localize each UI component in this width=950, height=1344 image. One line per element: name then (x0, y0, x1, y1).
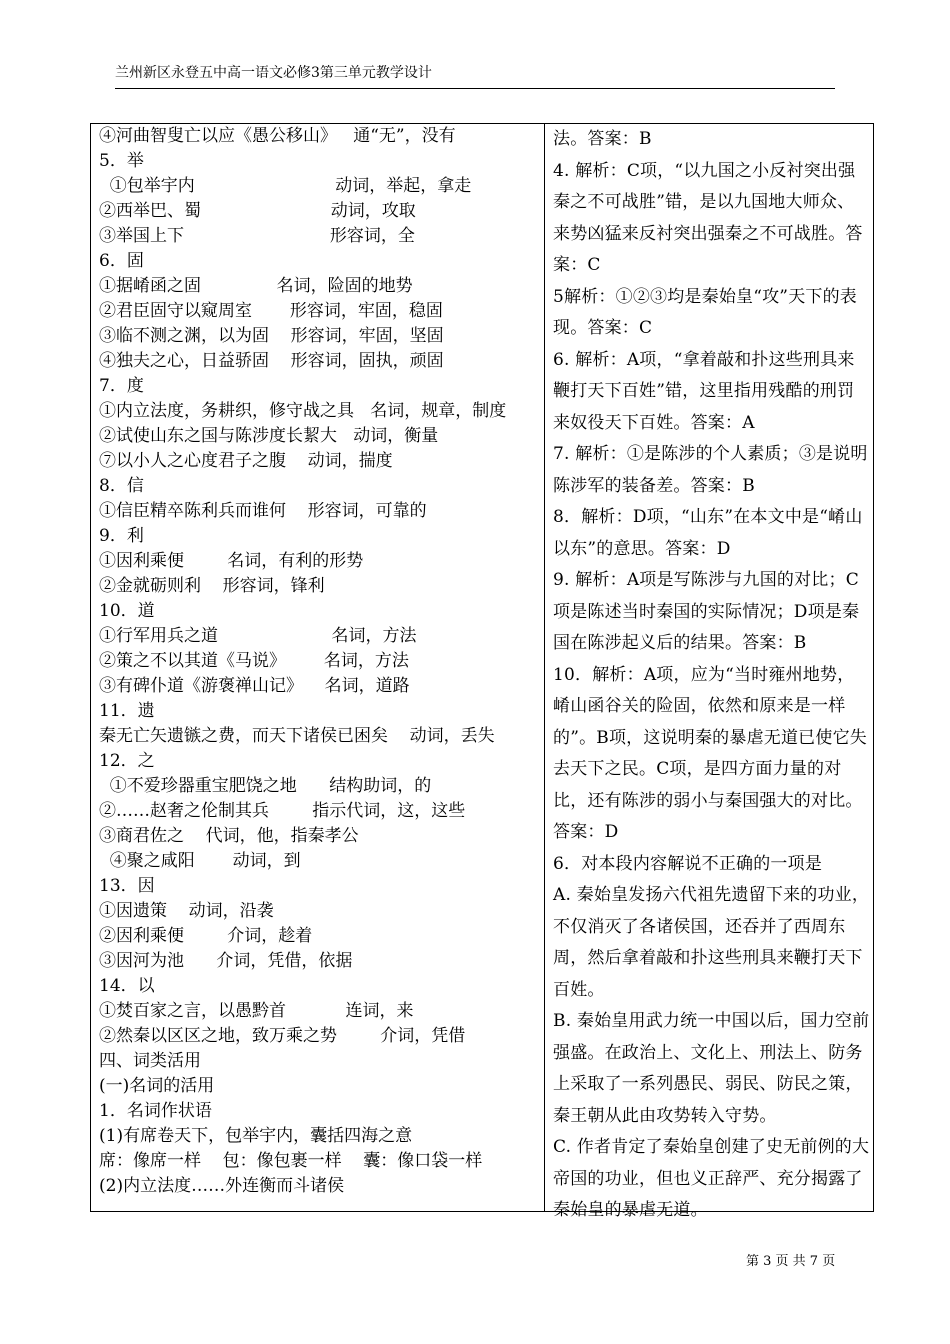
content-table (90, 123, 874, 1220)
left-line: 10．道 (99, 601, 155, 621)
left-line: ①据崤函之固 名词，险固的地势 (99, 276, 413, 296)
option-c: C. 作者肯定了秦始皇创建了史无前例的大帝国的功业，但也义正辞严、充分揭露了秦始皇的暴虐无道。 (553, 1137, 870, 1220)
option-b: B. 秦始皇用武力统一中国以后，国力空前强盛。在政治上、文化上、刑法上、防务上采取了一系列愚民、弱民、防民之策，秦王朝从此由攻势转入守势。 (553, 1011, 870, 1126)
left-line: ①内立法度，务耕织，修守战之具 名词，规章，制度 (99, 401, 507, 421)
left-line: ④河曲智叟亡以应《愚公移山》 通“无”，没有 (99, 126, 456, 146)
answer-paragraph: 10．解析：A项，应为“当时雍州地势，崤山函谷关的险固，依然和原来是一样的”。B项，这说明秦的暴虐无道已使它失去天下之民。C项，是四方面力量的对比，还有陈涉的弱小与秦国强大的对比。答案：D (553, 664, 867, 842)
left-line: ①包举宇内 动词，举起，拿走 (99, 176, 472, 196)
column-divider (544, 124, 545, 1211)
left-line: ③因河为池 介词，凭借，依据 (99, 951, 353, 971)
page-number: 第 3 页 共 7 页 (746, 1254, 836, 1269)
left-line: 5．举 (99, 151, 144, 171)
option-a: A. 秦始皇发扬六代祖先遗留下来的功业，不仅消灭了各诸侯国，还吞并了西周东周，然后拿着敲和扑这些刑具来鞭打天下百姓。 (553, 885, 870, 1000)
left-line: ①因利乘便 名词，有利的形势 (99, 551, 364, 571)
left-line: ①信臣精卒陈利兵而谁何 形容词，可靠的 (99, 501, 427, 521)
left-line: 14．以 (99, 976, 155, 996)
left-line: 13．因 (99, 876, 155, 896)
left-line: 8．信 (99, 476, 144, 496)
left-line: ③商君佐之 代词，他，指秦孝公 (99, 826, 359, 846)
left-line: ②然秦以区区之地，致万乘之势 介词，凭借 (99, 1026, 466, 1046)
left-line: 11．遗 (99, 701, 155, 721)
answer-paragraph: 5解析：①②③均是秦始皇“攻”天下的表现。答案：C (553, 286, 857, 338)
left-line: ②……赵奢之伦制其兵 指示代词，这，这些 (99, 801, 466, 821)
left-line: ②金就砺则利 形容词，锋利 (99, 576, 325, 596)
left-line: 7．度 (99, 376, 144, 396)
page-footer (746, 1250, 835, 1269)
left-line: ④聚之咸阳 动词，到 (99, 851, 301, 871)
left-line: (2)内立法度……外连衡而斗诸侯 (99, 1176, 345, 1196)
left-line: ③举国上下 形容词，全 (99, 226, 415, 246)
left-line: ②君臣固守以窥周室 形容词，牢固，稳固 (99, 301, 443, 321)
left-line: 四、词类活用 (99, 1051, 201, 1071)
left-line: 12．之 (99, 751, 155, 771)
left-line: ②试使山东之国与陈涉度长絜大 动词，衡量 (99, 426, 439, 446)
left-line: (1)有席卷天下，包举宇内，囊括四海之意 (99, 1126, 413, 1146)
left-line: ③有碑仆道《游褒禅山记》 名词，道路 (99, 676, 410, 696)
left-line: ④独夫之心，日益骄固 形容词，固执，顽固 (99, 351, 444, 371)
answer-paragraph: 9. 解析：A项是写陈涉与九国的对比；C项是陈述当时秦国的实际情况；D项是秦国在陈涉起义后的结果。答案：B (553, 570, 860, 653)
answer-paragraph: 法。答案：B (553, 129, 652, 149)
answer-paragraph: 8．解析：D项，“山东”在本文中是“崤山以东”的意思。答案：D (553, 507, 863, 559)
left-line: ①焚百家之言，以愚黔首 连词，来 (99, 1001, 414, 1021)
left-line: ②策之不以其道《马说》 名词，方法 (99, 651, 409, 671)
left-line: ①不爱珍器重宝肥饶之地 结构助词，的 (99, 776, 432, 796)
left-line: ①因遗策 动词，沿袭 (99, 901, 274, 921)
left-line: ③临不测之渊，以为固 形容词，牢固，坚固 (99, 326, 444, 346)
left-line: 1．名词作状语 (99, 1101, 212, 1121)
answer-paragraph: 4. 解析：C项，“以九国之小反衬突出强秦之不可战胜”错，是以九国地大师众、来势凶猛来反衬突出强秦之不可战胜。答案：C (553, 160, 863, 275)
left-line: 秦无亡矢遗镞之费，而天下诸侯已困矣 动词，丢失 (99, 726, 495, 746)
left-line: (一)名词的活用 (99, 1076, 215, 1096)
left-line: 6．固 (99, 251, 144, 271)
header-title: 兰州新区永登五中高一语文必修3第三单元教学设计 (115, 65, 432, 81)
left-line: ①行军用兵之道 名词，方法 (99, 626, 417, 646)
left-column (99, 124, 539, 1199)
question-stem: 6．对本段内容解说不正确的一项是 (553, 853, 823, 874)
page-header (115, 62, 835, 89)
left-line: 9．利 (99, 526, 144, 546)
answer-paragraph: 7. 解析：①是陈涉的个人素质；③是说明陈涉军的装备差。答案：B (553, 444, 868, 496)
right-column (553, 124, 871, 1227)
left-line: ②因利乘便 介词，趁着 (99, 926, 313, 946)
answer-paragraph: 6. 解析：A项，“拿着敲和扑这些刑具来鞭打天下百姓”错，这里指用残酷的刑罚来奴役天下百姓。答案：A (553, 349, 855, 433)
left-line: 席：像席一样 包：像包裹一样 囊：像口袋一样 (99, 1151, 483, 1171)
left-line: ⑦以小人之心度君子之腹 动词，揣度 (99, 451, 393, 471)
left-line: ②西举巴、蜀 动词，攻取 (99, 201, 416, 221)
